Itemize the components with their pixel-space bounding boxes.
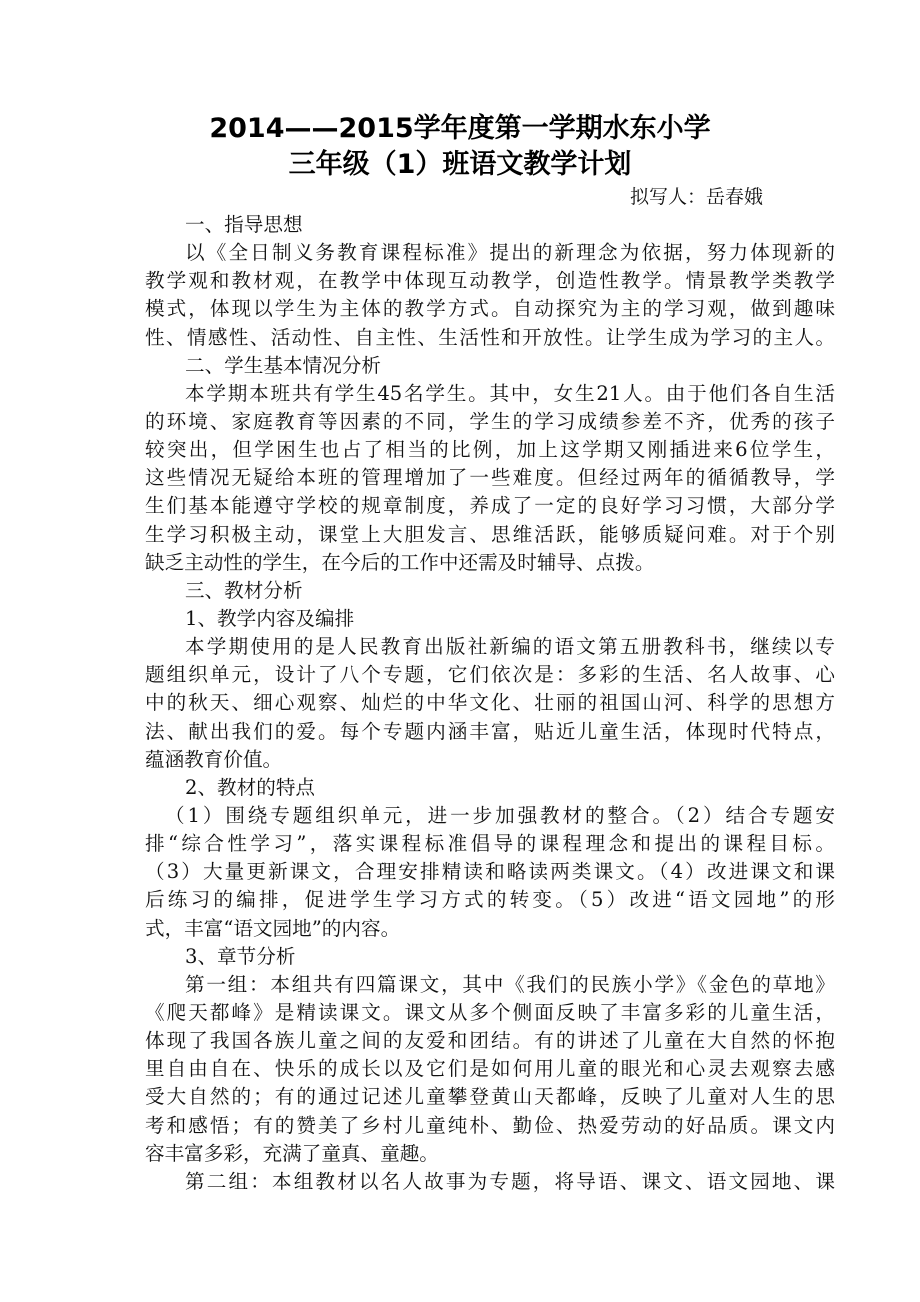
paragraph-line: 第二组：本组教材以名人故事为专题，将导语、课文、语文园地、课 [185, 1169, 835, 1193]
paragraph-line: 蕴涵教育价值。 [145, 747, 283, 771]
paragraph-line: 缺乏主动性的学生，在今后的工作中还需及时辅导、点拨。 [145, 550, 655, 574]
paragraph-line: 性、情感性、活动性、自主性、生活性和开放性。让学生成为学习的主人。 [145, 325, 835, 349]
paragraph-line: 受大自然的；有的通过记述儿童攀登黄山天都峰，反映了儿童对人生的思 [145, 1085, 835, 1109]
paragraph-line: 考和感悟；有的赞美了乡村儿童纯朴、勤俭、热爱劳动的好品质。课文内 [145, 1113, 835, 1137]
paragraph-line: 题组织单元，设计了八个专题，它们依次是：多彩的生活、名人故事、心 [145, 663, 835, 687]
section-heading-guiding-thought: 一、指导思想 [185, 213, 303, 236]
paragraph-line: 生们基本能遵守学校的规章制度，养成了一定的良好学习习惯，大部分学 [145, 494, 835, 518]
paragraph-line: 本学期本班共有学生45名学生。其中，女生21人。由于他们各自生活 [185, 381, 835, 405]
paragraph-line: 本学期使用的是人民教育出版社新编的语文第五册教科书，继续以专 [185, 635, 835, 659]
section-heading-textbook-analysis: 三、教材分析 [185, 578, 303, 602]
document-title-line2: 三年级（1）班语文教学计划 [288, 149, 632, 180]
paragraph-line: 模式，体现以学生为主体的教学方式。自动探究为主的学习观，做到趣味 [145, 297, 835, 321]
paragraph-line: 较突出，但学困生也占了相当的比例，加上这学期又刚插进来6位学生， [145, 438, 835, 462]
paragraph-line: 排“综合性学习”，落实课程标准倡导的课程理念和提出的课程目标。 [145, 832, 835, 856]
subsection-heading-chapters: 3、章节分析 [185, 944, 296, 968]
paragraph-line: 《爬天都峰》是精读课文。课文从多个侧面反映了丰富多彩的儿童生活， [145, 1000, 835, 1024]
document-title-line1: 2014——2015学年度第一学期水东小学 [209, 113, 711, 144]
subsection-heading-features: 2、教材的特点 [185, 775, 316, 799]
paragraph-line: 以《全日制义务教育课程标准》提出的新理念为依据，努力体现新的 [185, 241, 835, 265]
paragraph-line: 的环境、家庭教育等因素的不同，学生的学习成绩参差不齐，优秀的孩子 [145, 409, 835, 433]
paragraph-line: （3）大量更新课文，合理安排精读和略读两类课文。（4）改进课文和课 [145, 860, 835, 884]
paragraph-line: 容丰富多彩，充满了童真、童趣。 [145, 1141, 439, 1165]
paragraph-line: （1）围绕专题组织单元，进一步加强教材的整合。（2）结合专题安 [165, 803, 835, 827]
paragraph-line: 里自由自在、快乐的成长以及它们是如何用儿童的眼光和心灵去观察去感 [145, 1057, 835, 1081]
paragraph-line: 法、献出我们的爱。每个专题内涵丰富，贴近儿童生活，体现时代特点， [145, 719, 835, 743]
paragraph-line: 生学习积极主动，课堂上大胆发言、思维活跃，能够质疑问难。对于个别 [145, 522, 835, 546]
paragraph-line: 这些情况无疑给本班的管理增加了一些难度。但经过两年的循循教导，学 [145, 466, 835, 490]
document-body [145, 211, 835, 1196]
paragraph-line: 第一组：本组共有四篇课文，其中《我们的民族小学》《金色的草地》 [185, 972, 835, 996]
author-line: 拟写人：岳春娥 [630, 186, 764, 208]
paragraph-line: 中的秋天、细心观察、灿烂的中华文化、壮丽的祖国山河、科学的思想方 [145, 691, 835, 715]
section-heading-student-analysis: 二、学生基本情况分析 [185, 353, 381, 377]
paragraph-line: 式，丰富“语文园地”的内容。 [145, 916, 401, 940]
paragraph-line: 体现了我国各族儿童之间的友爱和团结。有的讲述了儿童在大自然的怀抱 [145, 1029, 835, 1053]
paragraph-line: 后练习的编排，促进学生学习方式的转变。（5）改进“语文园地”的形 [145, 888, 835, 912]
paragraph-line: 教学观和教材观，在教学中体现互动教学，创造性教学。情景教学类教学 [145, 269, 835, 293]
subsection-heading-content: 1、教学内容及编排 [185, 606, 355, 630]
